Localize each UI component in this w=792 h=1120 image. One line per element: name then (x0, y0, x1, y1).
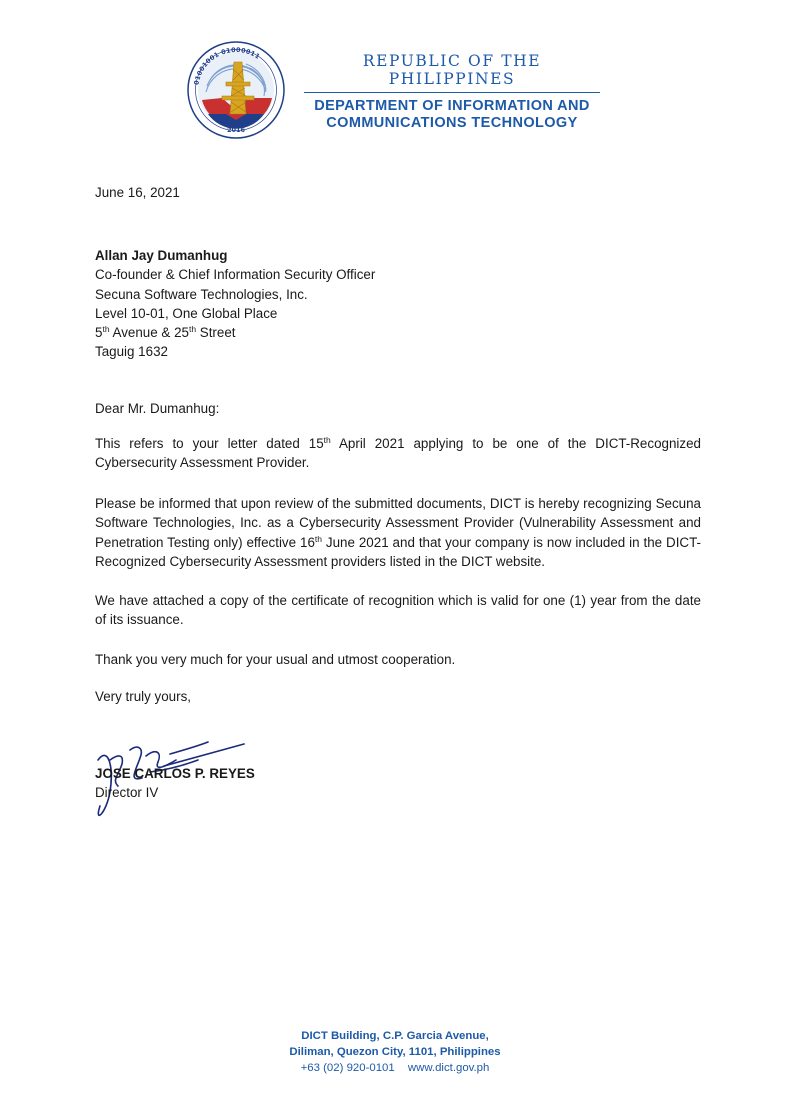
signer-title: Director IV (95, 785, 159, 801)
recipient-address-line-2: 5th Avenue & 25th Street (95, 324, 236, 341)
recipient-company: Secuna Software Technologies, Inc. (95, 286, 308, 302)
signer-block (95, 764, 701, 803)
recipient-address-line-3: Taguig 1632 (95, 344, 168, 360)
footer (240, 1028, 550, 1076)
footer-contact (240, 1060, 550, 1076)
recipient-address (95, 246, 701, 362)
letter-date: June 16, 2021 (95, 185, 180, 200)
paragraph-3: We have attached a copy of the certificate of recognition which is valid for one (1) year from the date of its issuance. (95, 593, 701, 628)
paragraph-2: Please be informed that upon review of the submitted documents, DICT is hereby recognizing Secuna Software Technologies, Inc. as a Cybersecurity Assessment Provider (Vulnerability Assessment and Penetration Testing only) effective 16th June 2021 and that your company is now included in the DICT-Recognized Cybersecurity Assessment providers listed in the DICT website. (95, 496, 701, 569)
paragraph-4: Thank you very much for your usual and utmost cooperation. (95, 652, 456, 667)
department-line-2: COMMUNICATIONS TECHNOLOGY (326, 115, 578, 131)
republic-heading: REPUBLIC OF THE PHILIPPINES (304, 52, 600, 93)
department-name (304, 98, 600, 132)
footer-address-line-1: DICT Building, C.P. Garcia Avenue, (301, 1030, 489, 1042)
department-line-1: DEPARTMENT OF INFORMATION AND (314, 98, 590, 114)
recipient-name: Allan Jay Dumanhug (95, 248, 228, 263)
dict-seal-icon (186, 40, 286, 140)
recipient-address-line-1: Level 10-01, One Global Place (95, 305, 278, 321)
salutation: Dear Mr. Dumanhug: (95, 401, 220, 416)
footer-address-line-2: Diliman, Quezon City, 1101, Philippines (289, 1046, 501, 1058)
footer-website: www.dict.gov.ph (407, 1062, 490, 1074)
letterhead (304, 52, 600, 132)
svg-text:01001001 01000011: 01001001 01000011 (192, 45, 262, 86)
closing: Very truly yours, (95, 689, 191, 704)
paragraph-1: This refers to your letter dated 15th April 2021 applying to be one of the DICT-Recognized Cybersecurity Assessment Provider. (95, 435, 701, 471)
signer-name: JOSE CARLOS P. REYES (95, 766, 255, 781)
recipient-title: Co-founder & Chief Information Security Officer (95, 267, 376, 283)
seal-year: 2016 (226, 126, 246, 134)
footer-phone: +63 (02) 920-0101 (300, 1062, 395, 1074)
